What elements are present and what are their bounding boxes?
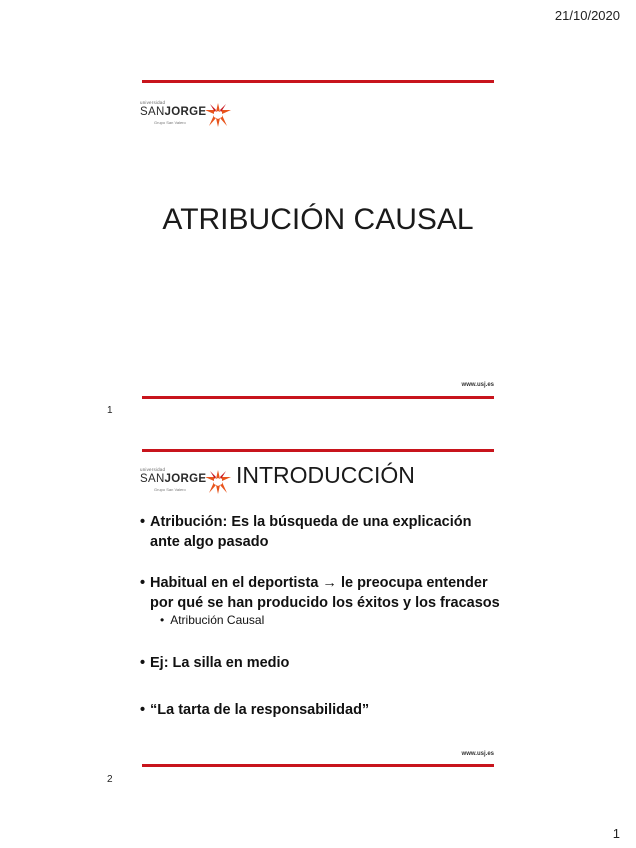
sub-bullet-marker: • [160,613,165,627]
university-logo [140,100,240,130]
slide-1-top-rule [142,80,494,83]
slide-2-top-rule [142,449,494,452]
slide-2-title: INTRODUCCIÓN [236,462,415,488]
logo-small-text: universidad [140,467,166,472]
page-number: 1 [612,826,620,841]
sub-bullet-text: Atribución Causal [170,613,265,627]
university-logo [140,467,240,497]
bullet-marker: • [140,514,146,530]
bullet-text: “La tarta de la responsabilidad” [150,702,370,718]
bullet-item [140,653,500,673]
slide-1-website: www.usj.es [461,382,494,388]
logo-name: SANJORGE [140,106,207,118]
logo-sub-text: Grupo San Valero [154,487,186,492]
slide-1-title: ATRIBUCIÓN CAUSAL [162,203,474,236]
slide-1-bottom-rule [142,396,494,399]
bullet-marker: • [140,655,146,671]
bullet-item [140,700,500,720]
slide-1-number: 1 [107,405,113,416]
bullet-item [140,512,500,552]
bullet-item [140,573,500,613]
bullet-text: Atribución: Es la búsqueda de una explicación ante algo pasado [150,514,472,550]
bullet-marker: • [140,575,146,591]
logo-small-text: universidad [140,100,166,105]
star-logo-icon [204,102,232,128]
bullet-text: Ej: La silla en medio [150,655,290,671]
star-logo-icon [204,469,232,495]
logo-sub-text: Grupo San Valero [154,120,186,125]
bullet-marker: • [140,702,146,718]
sub-bullet-item [160,613,264,627]
slide-2-number: 2 [107,774,113,785]
slide-2-bottom-rule [142,764,494,767]
document-date: 21/10/2020 [554,8,620,23]
slide-2-website: www.usj.es [461,751,494,757]
bullet-text: Habitual en el deportista → le preocupa entender por qué se han producido los éxitos y los fracasos [150,575,500,611]
logo-name: SANJORGE [140,473,207,485]
